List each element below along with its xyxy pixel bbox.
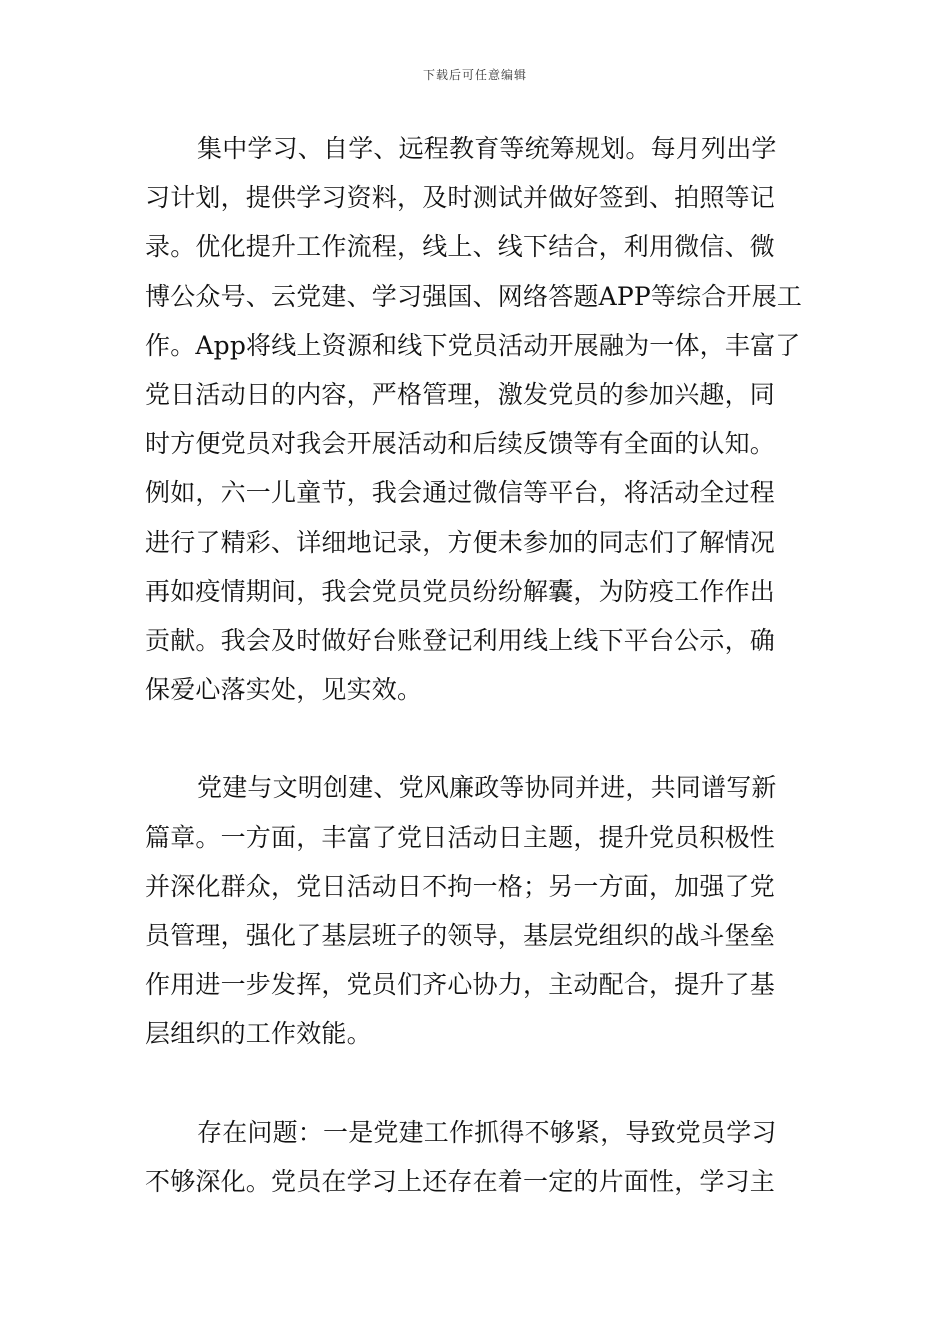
header-note: 下载后可任意编辑: [422, 68, 527, 82]
paragraph-party-building: [145, 763, 809, 1058]
paragraph-line: 党日活动日的内容，严格管理，激发党员的参加兴趣，同: [145, 380, 776, 410]
paragraph-study-planning: [145, 124, 809, 714]
paragraph-line: 保爱心落实处，见实效。: [145, 675, 423, 705]
paragraph-line: 作。App将线上资源和线下党员活动开展融为一体，丰富了: [145, 330, 801, 360]
paragraph-existing-problems: [145, 1108, 809, 1206]
document-body: [145, 124, 809, 1206]
paragraph-line: 员管理，强化了基层班子的领导，基层党组织的战斗堡垒: [145, 921, 776, 951]
paragraph-line: 篇章。一方面，丰富了党日活动日主题，提升党员积极性: [145, 822, 776, 852]
paragraph-line: 存在问题：一是党建工作抓得不够紧，导致党员学习: [197, 1117, 777, 1147]
paragraph-line: 进行了精彩、详细地记录，方便未参加的同志们了解情况: [145, 527, 776, 557]
paragraph-line: 层组织的工作效能。: [145, 1019, 372, 1049]
paragraph-line: 习计划，提供学习资料，及时测试并做好签到、拍照等记: [145, 183, 776, 213]
paragraph-line: 再如疫情期间，我会党员党员纷纷解囊，为防疫工作作出: [145, 576, 776, 606]
paragraph-line: 集中学习、自学、远程教育等统筹规划。每月列出学: [197, 134, 777, 163]
paragraph-line: 录。优化提升工作流程，线上、线下结合，利用微信、微: [145, 232, 776, 262]
paragraph-line: 时方便党员对我会开展活动和后续反馈等有全面的认知。: [145, 429, 776, 459]
paragraph-line: 并深化群众，党日活动日不拘一格；另一方面，加强了党: [145, 871, 776, 901]
paragraph-line: 党建与文明创建、党风廉政等协同并进，共同谱写新: [197, 773, 777, 803]
paragraph-line: 博公众号、云党建、学习强国、网络答题APP等综合开展工: [145, 281, 803, 311]
paragraph-line: 贡献。我会及时做好台账登记利用线上线下平台公示，确: [145, 626, 776, 656]
paragraph-line: 例如，六一儿童节，我会通过微信等平台，将活动全过程: [145, 478, 776, 508]
paragraph-line: 作用进一步发挥，党员们齐心协力，主动配合，提升了基: [145, 970, 776, 1000]
paragraph-line: 不够深化。党员在学习上还存在着一定的片面性，学习主: [145, 1166, 776, 1196]
